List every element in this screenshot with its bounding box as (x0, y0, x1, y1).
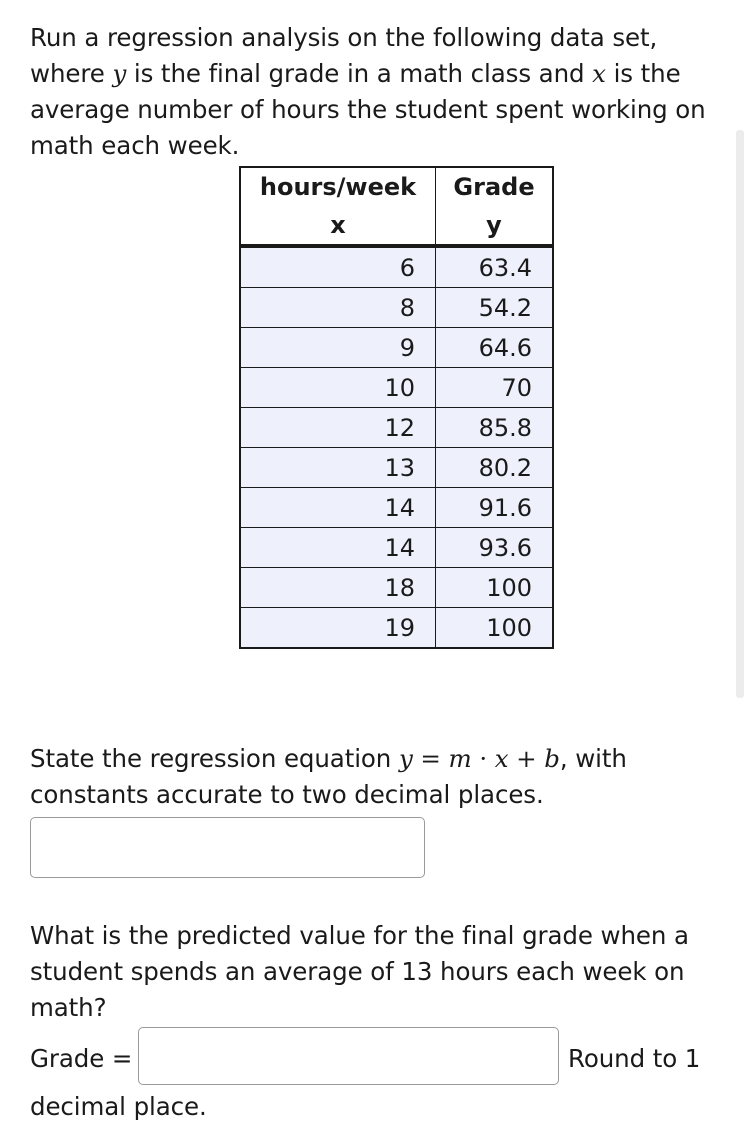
x-cell: 12 (240, 408, 436, 448)
y-cell: 85.8 (436, 408, 554, 448)
var-x: x (592, 59, 606, 88)
x-cell: 19 (240, 608, 436, 649)
table-row (240, 408, 553, 448)
y-cell: 100 (436, 608, 554, 649)
table-row (240, 246, 553, 288)
x-cell: 18 (240, 568, 436, 608)
table-row (240, 528, 553, 568)
x-cell: 9 (240, 328, 436, 368)
y-cell: 64.6 (436, 328, 554, 368)
round-hint: Round to 1 (568, 1044, 701, 1073)
x-cell: 10 (240, 368, 436, 408)
y-cell: 80.2 (436, 448, 554, 488)
grade-label: Grade = (30, 1044, 133, 1073)
question-predicted-grade: What is the predicted value for the final grade when a student spends an average of 13 hours each week on math? (30, 921, 689, 1022)
y-cell: 70 (436, 368, 554, 408)
y-cell: 91.6 (436, 488, 554, 528)
table-row (240, 608, 553, 649)
intro-paragraph: Run a regression analysis on the following data set, where y is the final grade in a math class and x is the average number of hours the student spent working on math each week. (30, 23, 706, 160)
x-cell: 14 (240, 488, 436, 528)
table-row (240, 568, 553, 608)
table-row (240, 328, 553, 368)
y-cell: 93.6 (436, 528, 554, 568)
col2-subheader: y (436, 206, 554, 246)
table-row (240, 288, 553, 328)
table-row (240, 368, 553, 408)
y-cell: 54.2 (436, 288, 554, 328)
page-scrollbar[interactable] (736, 130, 744, 698)
col1-subheader: x (240, 206, 436, 246)
x-cell: 13 (240, 448, 436, 488)
question-regression-equation: State the regression equation y = m · x + b, with constants accurate to two decimal places. (30, 744, 627, 809)
col2-header: Grade (436, 167, 554, 206)
var-y: y (112, 59, 127, 88)
y-cell: 100 (436, 568, 554, 608)
regression-equation-input[interactable] (30, 817, 425, 878)
x-cell: 6 (240, 246, 436, 288)
round-hint-continued: decimal place. (30, 1092, 207, 1121)
col1-header: hours/week (259, 173, 417, 201)
x-cell: 8 (240, 288, 436, 328)
grade-input[interactable] (138, 1027, 559, 1085)
table-row (240, 448, 553, 488)
y-cell: 63.4 (436, 246, 554, 288)
data-table (239, 166, 554, 649)
table-row (240, 488, 553, 528)
x-cell: 14 (240, 528, 436, 568)
